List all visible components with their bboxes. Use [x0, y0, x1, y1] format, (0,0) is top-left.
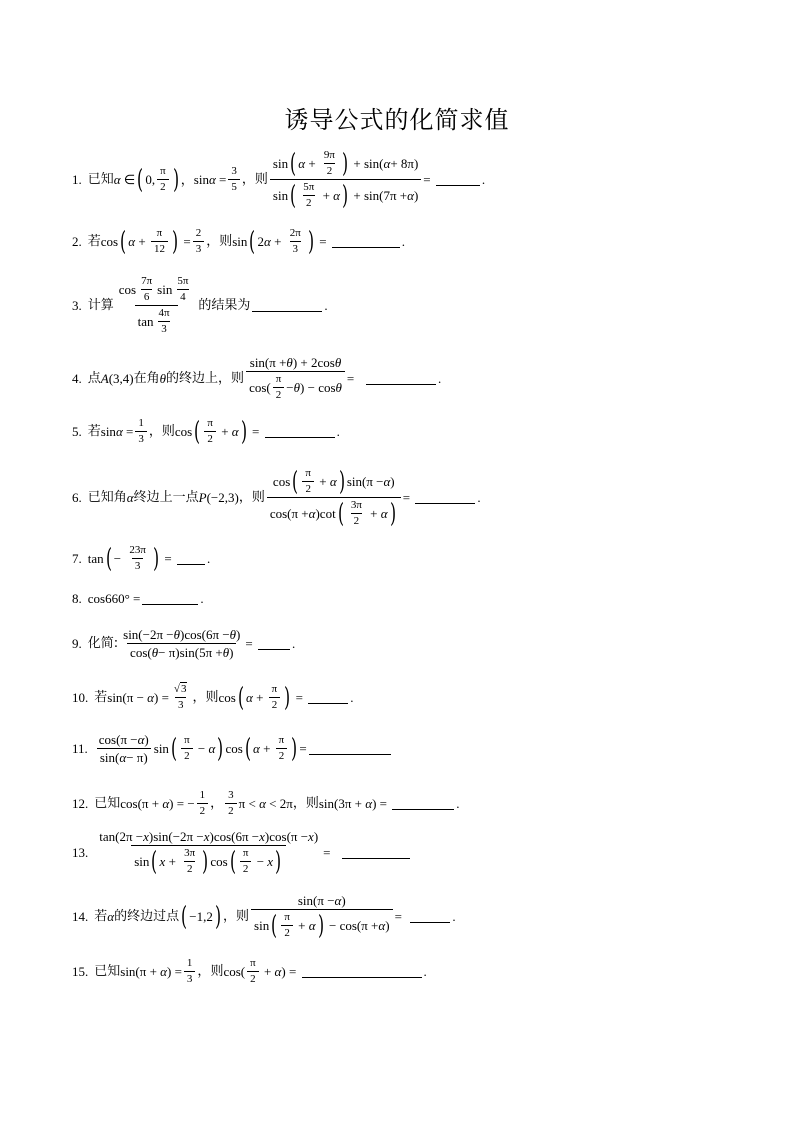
question-15: 15. 已知 sin(π + α) = $\frac{1}{3}$ ， 则 cos( $\frac{\pi}{2}$ + α) = . [72, 957, 427, 985]
answer-blank[interactable] [309, 742, 391, 755]
question-number: 1. [72, 172, 82, 187]
question-12: 12. 已知 cos(π + α) = − $\frac{1}{2}$ ， $\frac{3}{2}$ π < α < 2π ， 则 sin(3π + α) = . [72, 789, 460, 817]
answer-blank[interactable] [258, 637, 290, 650]
answer-blank[interactable] [308, 691, 348, 704]
question-13: 13. tan(2π − x )sin(−2π − x )cos(6π − x )cos(π − x ) sin ( x + $\frac{3\pi}{2}$ ) cos ( $\frac{\pi}{2}$ − x ) = [72, 830, 412, 875]
question-2: 2. 若 cos ( α + $\frac{\pi}{12}$ ) = $\frac{2}{3}$ ， 则 sin ( 2α + $\frac{2\pi}{3}$ ) = . [72, 226, 406, 257]
answer-blank[interactable] [332, 235, 400, 248]
answer-blank[interactable] [436, 173, 480, 186]
answer-blank[interactable] [392, 797, 454, 810]
question-3: 3. 计算 cos $\frac{7\pi}{6}$ sin $\frac{5\pi}{4}$ tan $\frac{4\pi}{3}$ 的结果为 . [72, 275, 328, 335]
question-5: 5. 若 sinα = $\frac{1}{3}$ ， 则 cos ( $\frac{\pi}{2}$ + α ) = . [72, 416, 340, 447]
question-9: 9. 化简: sin(−2π − θ )cos(6π − θ ) cos( θ − π)sin(5π + θ ) = . [72, 627, 296, 660]
page-title: 诱导公式的化简求值 [284, 106, 510, 134]
answer-blank[interactable] [415, 491, 475, 504]
question-6: 6. 已知角 α 终边上一点 P(−2,3) ，则 cos ( $\frac{\pi}{2}$ + α ) sin(π − α ) cos(π + α )cot ( $\frac{3\pi}{2}$ + α ) = . [72, 466, 481, 529]
question-10: 10. 若 sin(π − α) = $\frac{√3}{3}$ ， 则 cos ( α + $\frac{\pi}{2}$ ) = . [72, 682, 354, 713]
answer-blank[interactable] [142, 592, 198, 605]
answer-blank[interactable] [177, 552, 205, 565]
question-11: 11. cos(π − α ) sin( α − π) sin ( $\frac{\pi}{2}$ − α ) cos ( α + $\frac{\pi}{2}$ ) = [72, 733, 393, 764]
answer-blank[interactable] [302, 965, 422, 978]
question-1: 1. 已知 α ∈ ( 0, $\frac{\pi}{2}$ ) ，sinα = $\frac{3}{5}$ ， 则 sin ( α + $\frac{9\pi}{2}$ ) + sin( α + 8π) sin ( $\frac{5\pi}{2}$ + α ) + sin(7π + α ) = . [72, 148, 486, 211]
question-4: 4. 点 A(3,4) 在角 θ 的终边上，则 sin(π + θ ) + 2cos θ cos( $\frac{\pi}{2}$ − θ ) − cos θ = . [72, 355, 442, 401]
answer-blank[interactable] [265, 425, 335, 438]
question-14: 14. 若 α 的终边过点 ( −1,2 ) ，则 sin(π − α ) sin ( $\frac{\pi}{2}$ + α ) − cos(π + α ) = . [72, 893, 456, 941]
answer-blank[interactable] [366, 372, 436, 385]
answer-blank[interactable] [252, 299, 322, 312]
answer-blank[interactable] [342, 846, 410, 859]
question-7: 7. tan ( − $\frac{23\pi}{3}$ ) = . [72, 543, 211, 574]
answer-blank[interactable] [410, 910, 450, 923]
question-8: 8. cos660° = . [72, 591, 204, 606]
